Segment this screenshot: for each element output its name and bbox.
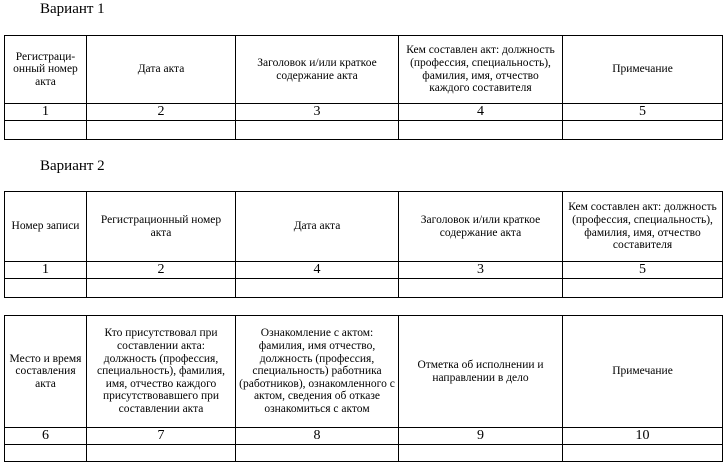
variant2-table-2 [4,315,723,462]
column-number: 9 [399,428,563,445]
header-cell: Регистрационный номер акта [87,192,236,262]
column-number: 5 [563,104,723,121]
column-number: 4 [236,262,399,279]
empty-cell [87,279,236,298]
column-number: 5 [563,262,723,279]
header-cell: Дата акта [87,36,236,104]
column-number: 7 [87,428,236,445]
empty-cell [563,121,723,140]
header-cell: Место и время составления акта [5,316,87,428]
empty-cell [563,279,723,298]
variant2-title: Вариант 2 [40,158,105,174]
column-number-row [5,262,723,279]
empty-cell [236,445,399,462]
empty-cell [5,445,87,462]
header-row [5,192,723,262]
variant2-table-1 [4,191,723,298]
header-cell: Заголовок и/или краткое содержание акта [236,36,399,104]
column-number: 4 [399,104,563,121]
header-cell: Дата акта [236,192,399,262]
empty-cell [236,279,399,298]
header-row [5,316,723,428]
empty-cell [87,445,236,462]
empty-cell [399,445,563,462]
header-cell: Кто присутствовал при составлении акта: должность (профессия, специальность), фамилия, имя, отчество каждого присутствовавшего при составлении акта [87,316,236,428]
column-number: 8 [236,428,399,445]
column-number: 3 [236,104,399,121]
header-cell: Примечание [563,36,723,104]
empty-cell [87,121,236,140]
empty-cell [5,279,87,298]
column-number: 1 [5,262,87,279]
header-cell: Заголовок и/или краткое содержание акта [399,192,563,262]
column-number: 3 [399,262,563,279]
empty-cell [563,445,723,462]
column-number: 6 [5,428,87,445]
column-number: 2 [87,104,236,121]
empty-cell [399,121,563,140]
header-cell: Кем составлен акт: должность (профессия, специальность), фамилия, имя, отчество составителя [563,192,723,262]
column-number: 2 [87,262,236,279]
empty-cell [399,279,563,298]
column-number: 1 [5,104,87,121]
header-cell: Примечание [563,316,723,428]
header-cell: Отметка об исполнении и направлении в дело [399,316,563,428]
empty-cell [236,121,399,140]
empty-row [5,445,723,462]
column-number-row [5,428,723,445]
variant1-table [4,35,723,140]
header-row [5,36,723,104]
empty-row [5,279,723,298]
header-cell: Ознакомление с актом: фамилия, имя отчество, должность (профессия, специальность) работника (работников), ознакомленного с актом, сведения об отказе ознакомиться с актом [236,316,399,428]
column-number: 10 [563,428,723,445]
empty-cell [5,121,87,140]
empty-row [5,121,723,140]
variant1-title: Вариант 1 [40,1,105,17]
column-number-row [5,104,723,121]
header-cell: Регистраци-онный номер акта [5,36,87,104]
header-cell: Кем составлен акт: должность (профессия, специальность), фамилия, имя, отчество каждого составителя [399,36,563,104]
header-cell: Номер записи [5,192,87,262]
